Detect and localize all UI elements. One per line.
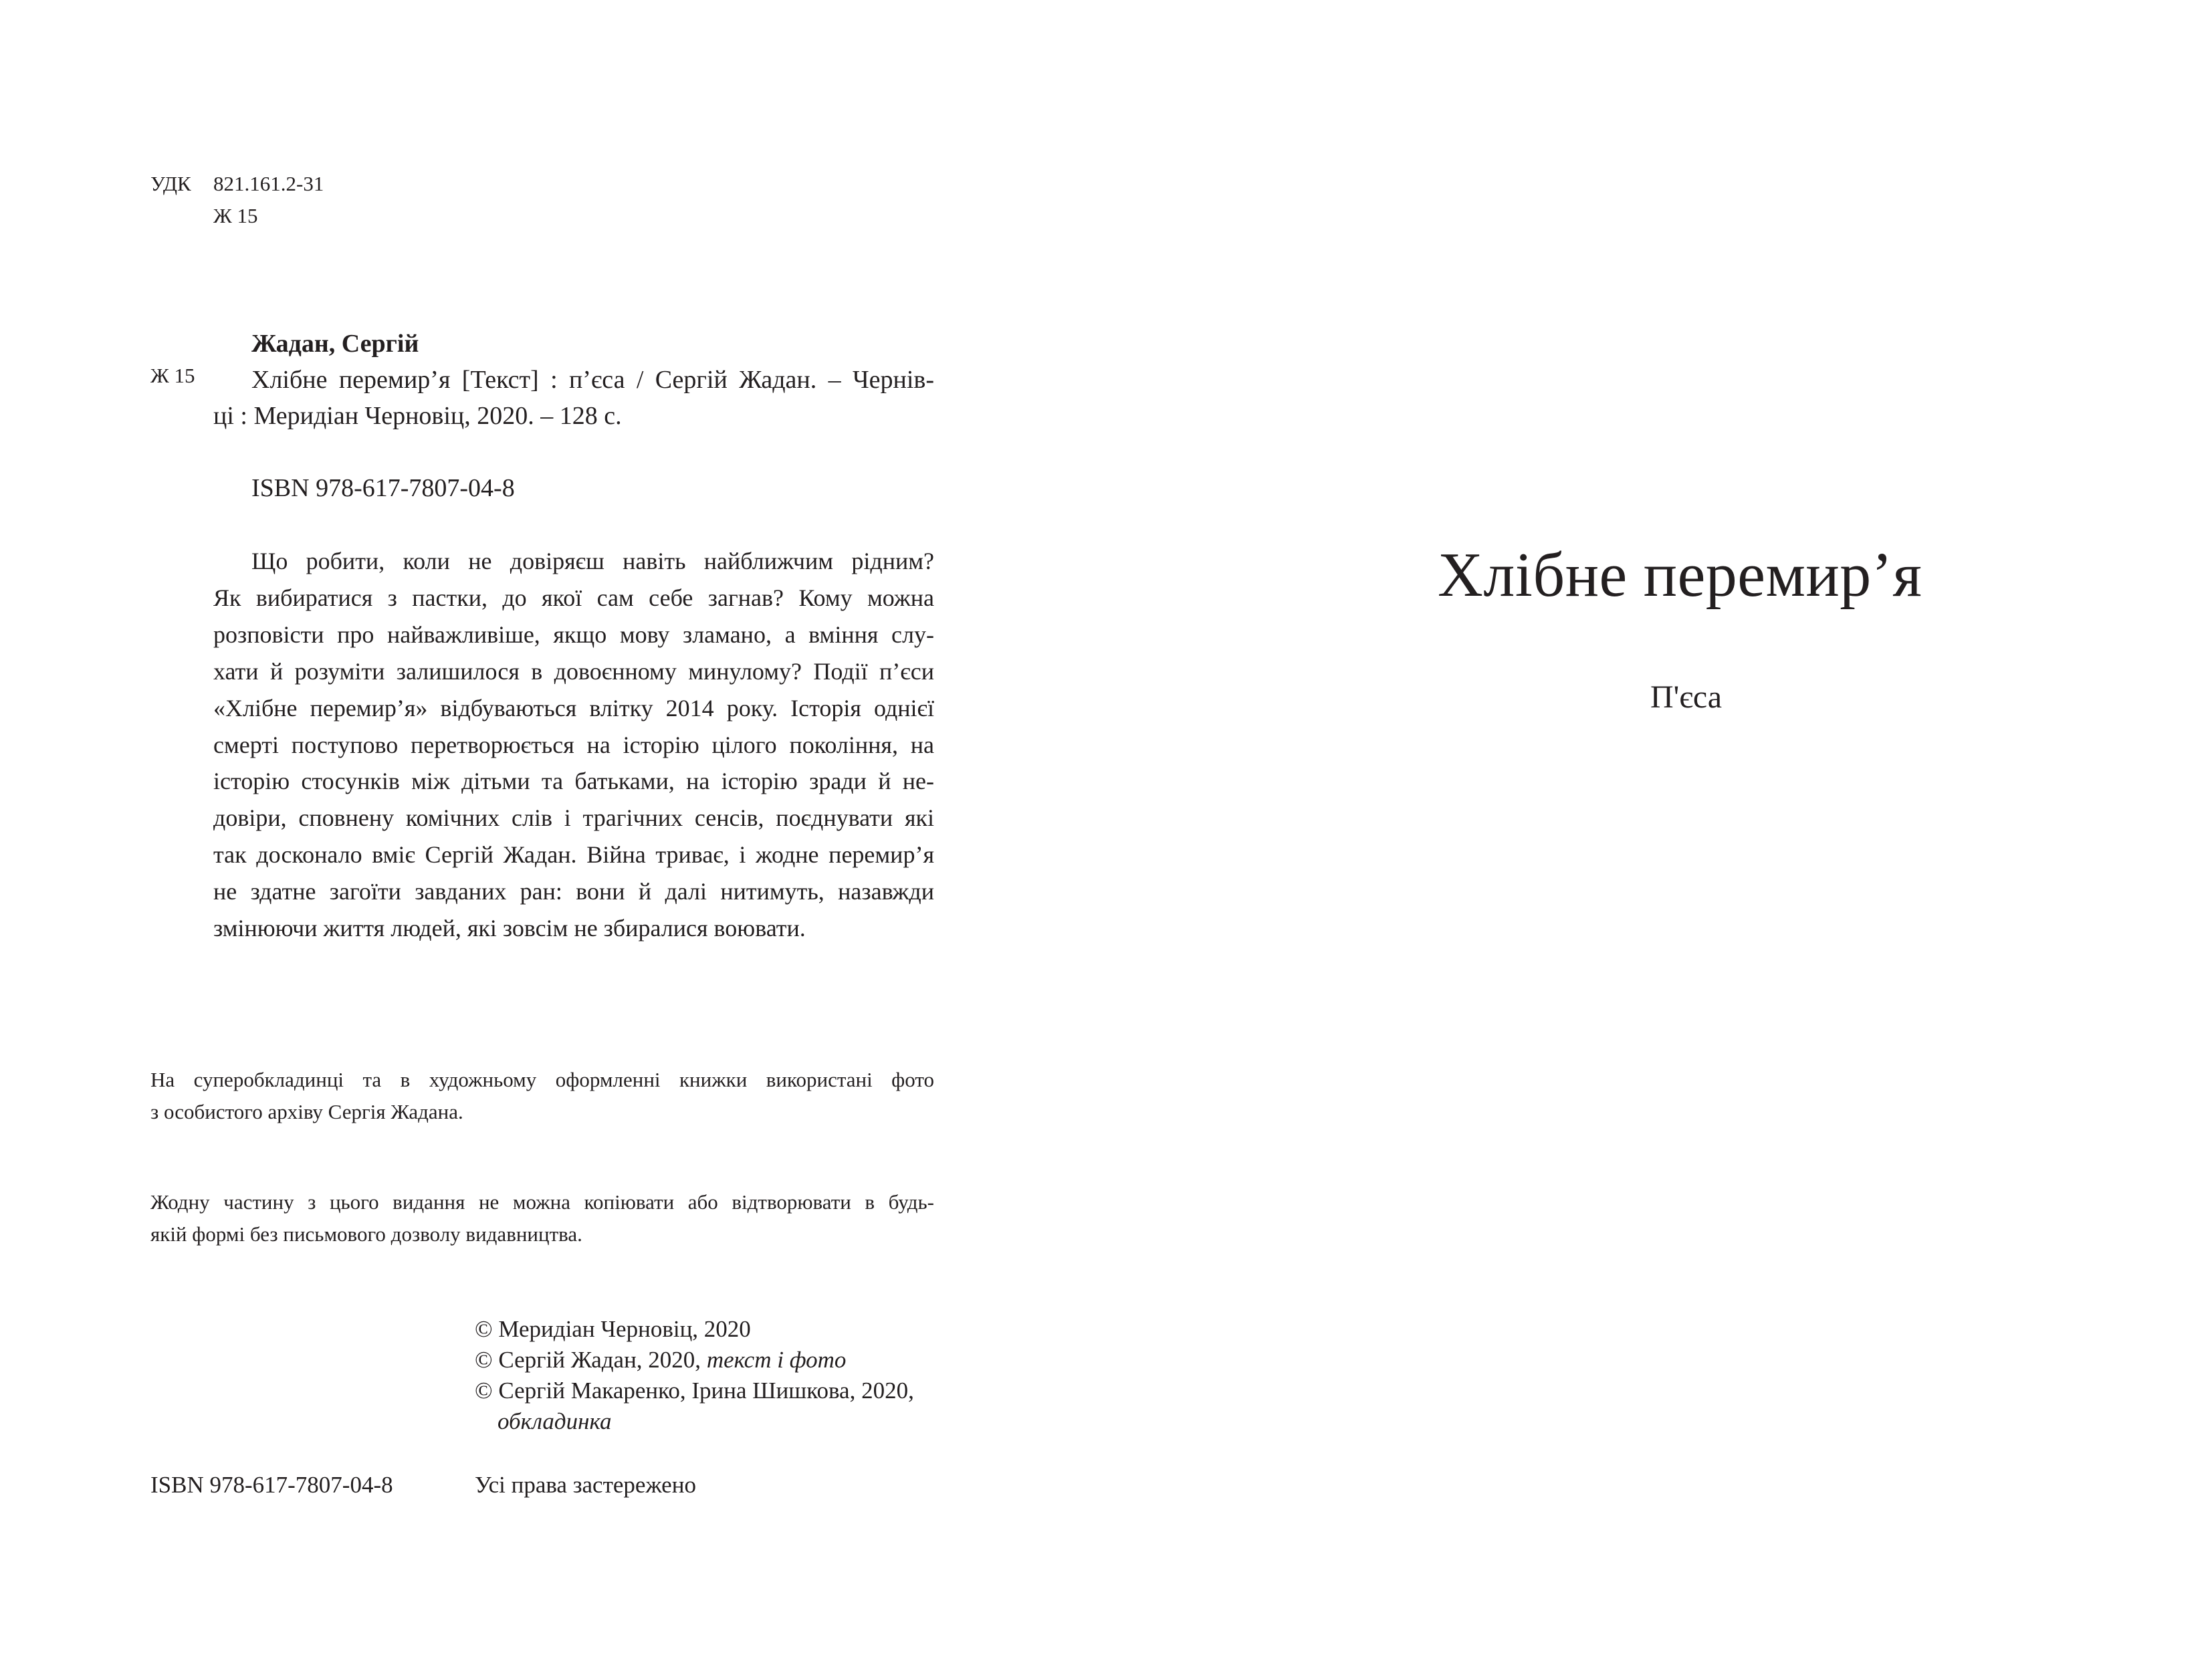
- rights-note-line: якій формі без письмового дозволу видавництва.: [150, 1222, 582, 1246]
- copyright-designers-scope-text: обкладинка: [497, 1408, 612, 1434]
- udk-code: 821.161.2-31: [213, 172, 324, 195]
- annotation-line: Що робити, коли не довіряєш навіть найближчим рідним?: [251, 548, 934, 574]
- rights-reserved: Усі права застережено: [475, 1472, 696, 1498]
- copyright-author-text: © Сергій Жадан, 2020,: [475, 1347, 707, 1373]
- copyright-author: [475, 1345, 914, 1375]
- copyright-author-scope: текст і фото: [706, 1347, 847, 1373]
- annotation-line: змінюючи життя людей, які зовсім не збиралися воювати.: [213, 915, 806, 942]
- annotation-line: не здатне загоїти завданих ран: вони й далі нитимуть, назавжди: [213, 878, 934, 905]
- annotation-line: смерті поступово перетворюється на історію цілого покоління, на: [213, 731, 934, 758]
- rights-note-line: Жодну частину з цього видання не можна копіювати або відтворювати в будь-: [150, 1190, 934, 1214]
- annotation-line: Як вибиратися з пастки, до якої сам себе загнав? Кому можна: [213, 584, 934, 611]
- annotation-line: історію стосунків між дітьми та батьками, на історію зради й не-: [213, 768, 934, 795]
- annotation-line: так досконало вміє Сергій Жадан. Війна триває, і жодне перемир’я: [213, 841, 934, 869]
- copyright-designers-scope: [475, 1406, 914, 1437]
- copyright-designers: © Сергій Макаренко, Ірина Шишкова, 2020,: [475, 1377, 914, 1404]
- annotation-line: довіри, сповнену комічних слів і трагічних сенсів, поєднувати які: [213, 804, 934, 832]
- udk-label: УДК: [150, 172, 191, 195]
- bib-line: Хлібне перемир’я [Текст] : п’єса / Сергій Жадан. – Чернів-: [251, 366, 934, 394]
- annotation-line: розповісти про найважливіше, якщо мову зламано, а вміння слу-: [213, 621, 934, 648]
- annotation-line: хати й розуміти залишилося в довоєнному минулому? Події п’єси: [213, 657, 934, 685]
- book-genre: П'єса: [1650, 679, 1723, 715]
- cover-note-line: На суперобкладинці та в художньому оформленні книжки використані фото: [150, 1068, 934, 1091]
- copyright-publisher: © Меридіан Черновіц, 2020: [475, 1316, 751, 1342]
- isbn-record: ISBN 978-617-7807-04-8: [251, 474, 515, 502]
- cover-note: [150, 1064, 934, 1128]
- rights-note: [150, 1186, 934, 1250]
- annotation-line: «Хлібне перемир’я» відбуваються влітку 2014 року. Історія однієї: [213, 694, 934, 722]
- catalog-mark: Ж 15: [150, 364, 195, 387]
- isbn-bottom: ISBN 978-617-7807-04-8: [150, 1472, 393, 1498]
- author-mark: Ж 15: [213, 204, 258, 227]
- bibliographic-record: [213, 362, 934, 434]
- annotation: [213, 543, 934, 947]
- bib-line: ці : Меридіан Черновіц, 2020. – 128 с.: [213, 402, 622, 430]
- book-title: Хлібне перемир’я: [1438, 540, 1922, 610]
- author-name: Жадан, Сергій: [251, 330, 419, 358]
- copyright-block: [475, 1314, 914, 1437]
- cover-note-line: з особистого архіву Сергія Жадана.: [150, 1100, 463, 1123]
